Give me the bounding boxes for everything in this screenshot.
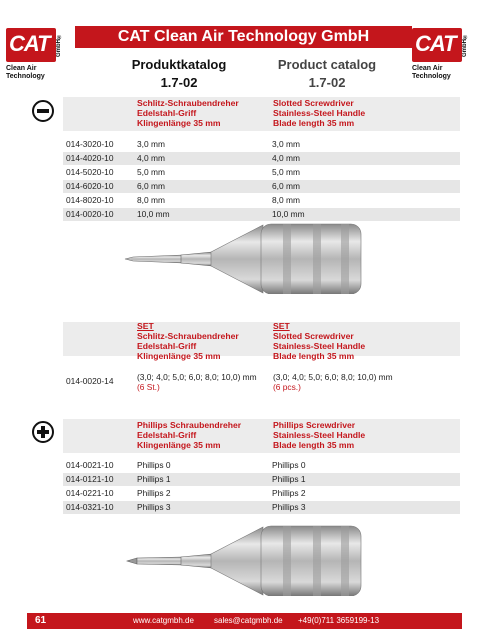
table-row: 014-4020-10 4,0 mm 4,0 mm (63, 151, 460, 165)
logo-text: CAT (415, 31, 456, 56)
logo-badge (412, 28, 462, 62)
table-row: 014-0020-10 10,0 mm 10,0 mm (63, 207, 460, 221)
set-desc-de: SET Schlitz-Schraubendreher Edelstahl-Griff Klingenlänge 35 mm (137, 321, 239, 361)
section-band (63, 322, 460, 356)
website-link[interactable]: www.catgmbh.de (133, 616, 194, 625)
phone-number: +49(0)711 3659199-13 (298, 616, 380, 625)
logo-left (6, 28, 68, 81)
catalog-title-en: Product catalog 1.7-02 (277, 57, 377, 90)
slotted-desc-en: Slotted Screwdriver Stainless-Steel Handle Blade length 35 mm (273, 98, 366, 128)
section-band (63, 97, 460, 131)
table-row: 014-3020-10 3,0 mm 3,0 mm (63, 137, 460, 151)
logo-right (412, 28, 474, 81)
table-row: 014-6020-10 6,0 mm 6,0 mm (63, 179, 460, 193)
slotted-screw-icon (32, 100, 54, 122)
table-row: 014-5020-10 5,0 mm 5,0 mm (63, 165, 460, 179)
phillips-table (63, 458, 460, 515)
table-row: 014-0321-10 Phillips 3 Phillips 3 (63, 500, 460, 514)
phillips-screw-icon (32, 421, 54, 443)
logo-gmbh: GmbH® (56, 33, 62, 57)
logo-subtitle: Clean Air Technology (412, 65, 451, 80)
phillips-desc-de: Phillips Schraubendreher Edelstahl-Griff Klingenlänge 35 mm (137, 420, 242, 450)
logo-badge (6, 28, 56, 62)
set-sizes-de: (3,0; 4,0; 5,0; 6,0; 8,0; 10,0) mm (6 St.) (137, 372, 257, 392)
table-row: 014-0021-10 Phillips 0 Phillips 0 (63, 458, 460, 472)
phillips-desc-en: Phillips Screwdriver Stainless-Steel Handle Blade length 35 mm (273, 420, 366, 450)
page-number: 61 (35, 615, 47, 626)
footer-bar (27, 613, 462, 629)
set-sizes-en: (3,0; 4,0; 5,0; 6,0; 8,0; 10,0) mm (6 pcs.) (273, 372, 393, 392)
company-banner: CAT Clean Air Technology GmbH (75, 26, 412, 48)
set-desc-en: SET Slotted Screwdriver Stainless-Steel Handle Blade length 35 mm (273, 321, 366, 361)
catalog-title-de: Produktkatalog 1.7-02 (131, 57, 227, 90)
table-row: 014-8020-10 8,0 mm 8,0 mm (63, 193, 460, 207)
email-link[interactable]: sales@catgmbh.de (214, 616, 283, 625)
phillips-screwdriver-image (123, 521, 373, 596)
logo-subtitle: Clean Air Technology (6, 65, 45, 80)
section-band (63, 419, 460, 453)
slotted-screwdriver-image (123, 219, 373, 294)
logo-gmbh: GmbH® (462, 33, 468, 57)
table-row: 014-0221-10 Phillips 2 Phillips 2 (63, 486, 460, 500)
logo-text: CAT (9, 31, 50, 56)
slotted-table (63, 137, 460, 222)
slotted-desc-de: Schlitz-Schraubendreher Edelstahl-Griff Klingenlänge 35 mm (137, 98, 239, 128)
table-row: 014-0121-10 Phillips 1 Phillips 1 (63, 472, 460, 486)
set-code: 014-0020-14 (66, 376, 114, 386)
